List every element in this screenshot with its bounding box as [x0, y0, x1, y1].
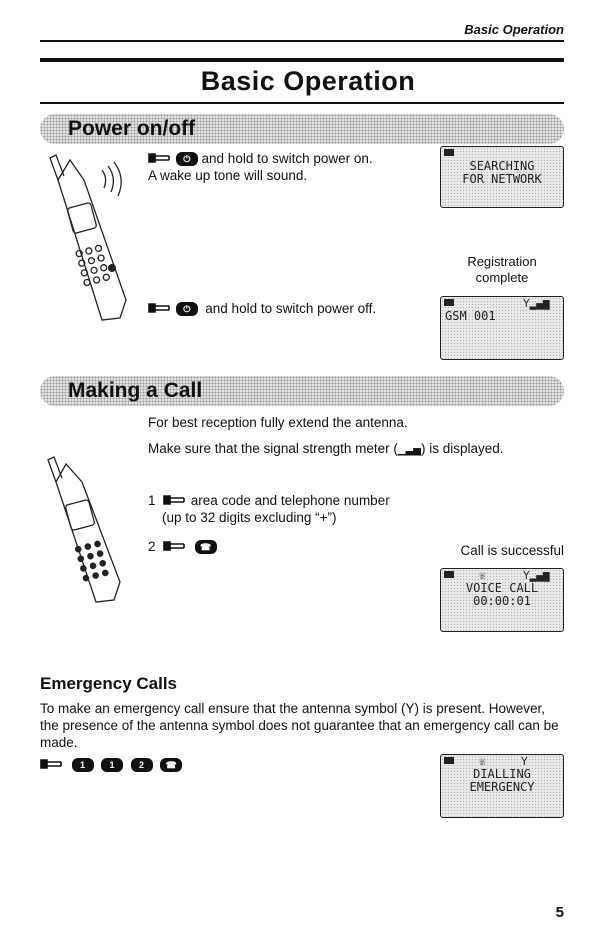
finger-press-icon [148, 151, 172, 168]
signal-icon: Y▂▄▆ [523, 569, 550, 582]
signal-icon: Y▂▄▆ [523, 297, 550, 310]
power-on-instruction: ⏻ and hold to switch power on. [148, 150, 373, 168]
end-key-icon: ⏻ [176, 152, 198, 166]
key-2-icon: 2 [131, 758, 153, 772]
registration-text: Registration complete [467, 254, 537, 285]
antenna-tip: For best reception fully extend the antenna. [148, 415, 408, 430]
phone-illustration-icon [40, 150, 140, 340]
page-title: Basic Operation [200, 66, 416, 96]
lcd-line: 00:00:01 [473, 594, 531, 608]
lcd-status-icons [441, 569, 563, 582]
send-key-icon: ☎ [160, 758, 182, 772]
lcd-line: GSM 001 [445, 309, 496, 323]
section-title-call: Making a Call [68, 379, 203, 402]
call-success-text: Call is successful [460, 543, 564, 558]
lcd-status-icons [441, 755, 563, 768]
call-active-icon: ☏ [479, 755, 486, 768]
call-active-icon: ☏ [479, 569, 486, 582]
end-key-icon: ⏻ [176, 302, 198, 316]
battery-icon [444, 149, 454, 156]
page-number: 5 [555, 904, 564, 921]
lcd-line: EMERGENCY [469, 780, 535, 794]
battery-icon [444, 757, 454, 764]
lcd-line: SEARCHING [469, 159, 535, 173]
send-key-icon: ☎ [195, 540, 217, 554]
running-header: Basic Operation [464, 22, 564, 37]
battery-icon [444, 571, 454, 578]
lcd-line: FOR NETWORK [462, 172, 542, 186]
finger-press-icon [148, 301, 172, 318]
lcd-searching [440, 146, 564, 208]
finger-press-icon [40, 757, 64, 774]
finger-press-icon [163, 493, 187, 510]
section-title-power: Power on/off [68, 117, 196, 140]
lcd-line: DIALLING [473, 767, 531, 781]
signal-tip: Make sure that the signal strength meter (▁▃▅) is displayed. [148, 441, 504, 456]
emergency-title: Emergency Calls [40, 674, 178, 693]
header-rule [40, 40, 564, 42]
emergency-key-sequence [40, 756, 182, 774]
antenna-symbol-icon: Y [405, 701, 415, 716]
signal-meter-icon: ▁▃▅ [397, 445, 421, 456]
emergency-paragraph: To make an emergency call ensure that the antenna symbol (Y) is present. However, the presence of the antenna symbol does not guarantee that an emergency call can be made. [40, 701, 559, 750]
step-1: 1 area code and telephone number [148, 493, 390, 508]
antenna-icon: Y [521, 755, 528, 768]
power-off-instruction: ⏻ and hold to switch power off. [148, 300, 376, 318]
step-1-note: (up to 32 digits excluding “+”) [162, 510, 337, 525]
lcd-voice-call [440, 568, 564, 632]
lcd-gsm [440, 296, 564, 360]
lcd-line: VOICE CALL [465, 581, 539, 595]
title-rule-bottom [40, 102, 564, 104]
finger-press-icon [163, 539, 187, 556]
lcd-status-icons [441, 147, 563, 160]
key-1-icon: 1 [72, 758, 94, 772]
key-1-icon: 1 [101, 758, 123, 772]
phone-illustration-icon [40, 452, 140, 622]
title-rule-top [40, 58, 564, 62]
lcd-dialling-emergency [440, 754, 564, 818]
lcd-status-icons [441, 297, 563, 310]
battery-icon [444, 299, 454, 306]
step-2: 2 ☎ [148, 538, 217, 556]
wake-tone-text: A wake up tone will sound. [148, 168, 308, 183]
